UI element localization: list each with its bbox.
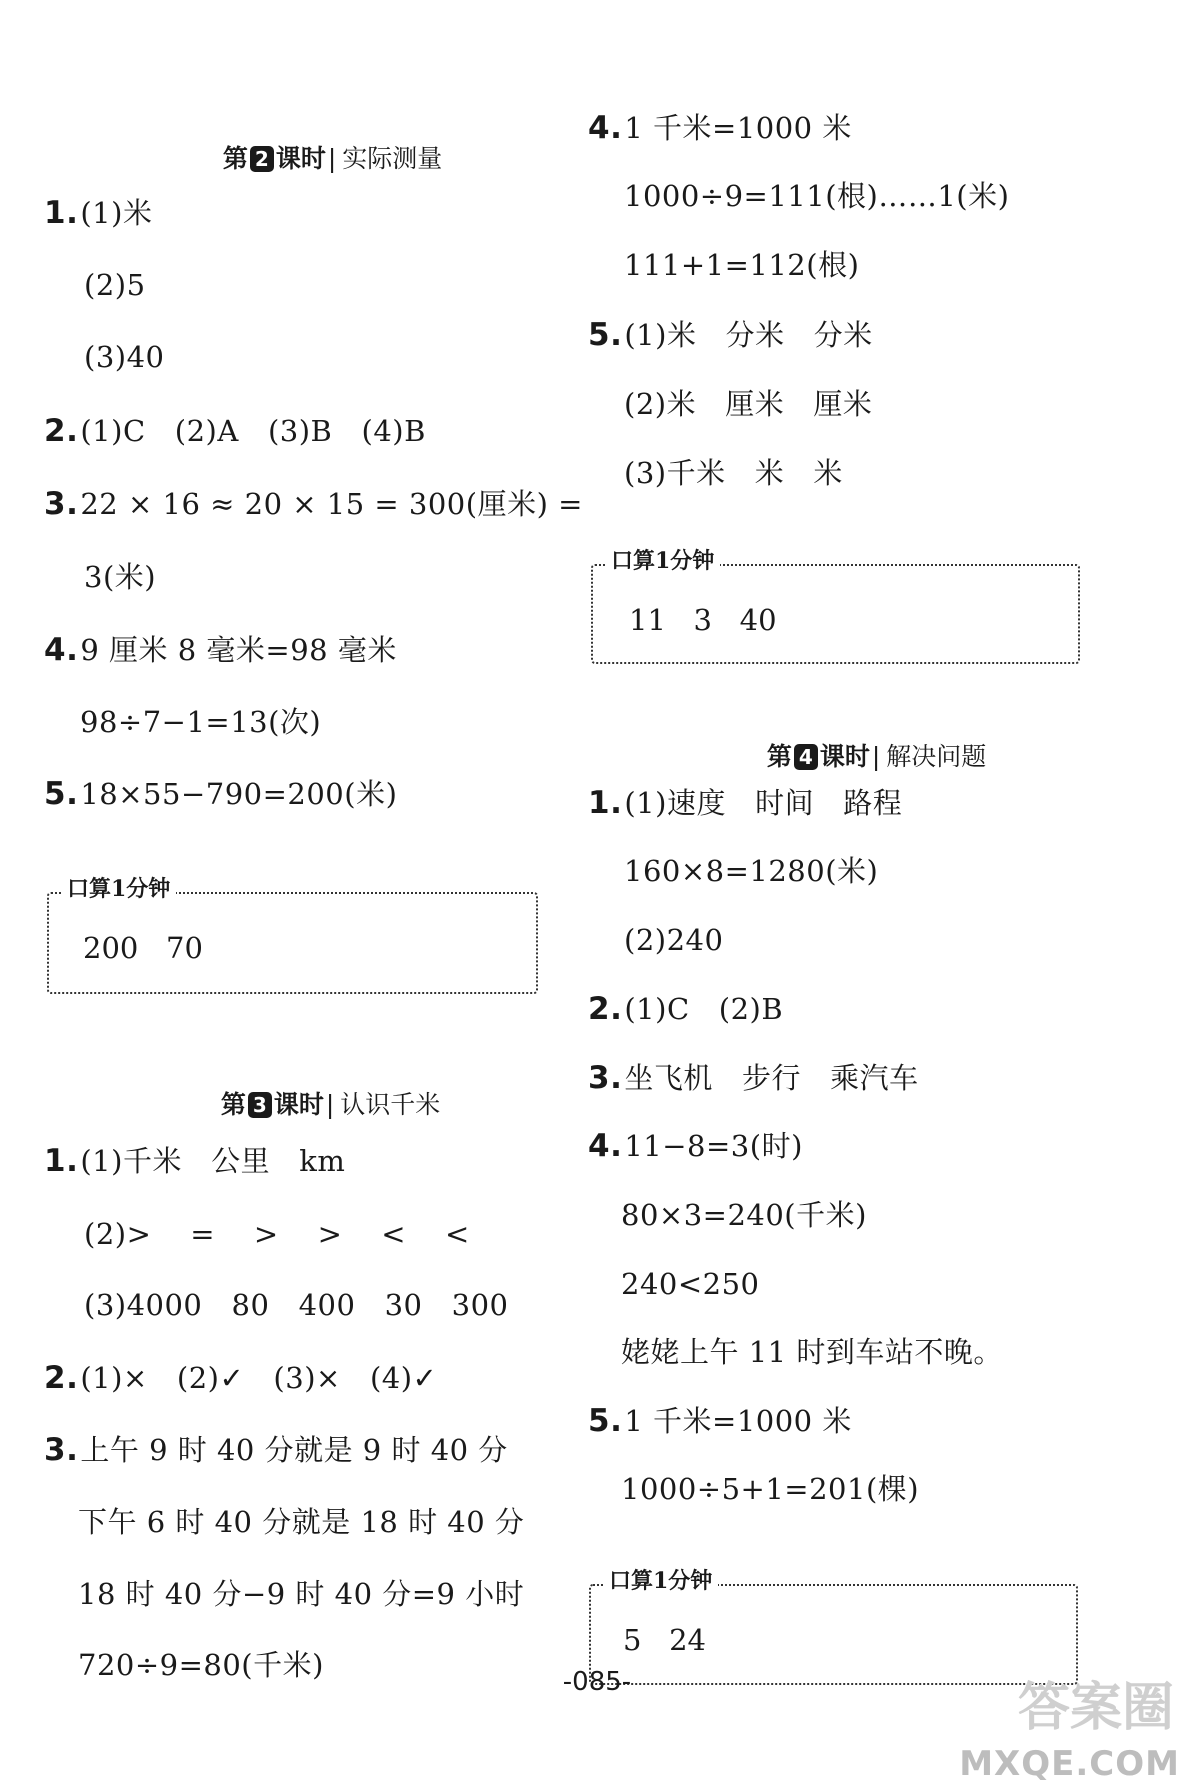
question-number: 2. [44,1360,79,1396]
lesson-topic: 实际测量 [342,144,443,173]
mental-math-answers: 11 3 40 [629,603,777,637]
answer-line: 下午 6 时 40 分就是 18 时 40 分 [78,1505,525,1539]
lesson-suffix: 课时 [819,742,870,771]
answer-line: (2)米 厘米 厘米 [624,387,873,421]
answer-line [44,774,397,814]
answer-line [44,1430,508,1470]
question-number: 2. [588,991,623,1027]
lesson-separator: | [327,144,337,173]
lesson-number-badge: 3 [248,1092,272,1118]
lesson-topic: 解决问题 [886,742,987,771]
lesson-suffix: 课时 [273,1090,324,1119]
mental-math-answers: 5 24 [623,1623,707,1657]
question-number: 1. [588,785,623,821]
lesson-2-heading [188,108,442,210]
answer-line [44,484,583,524]
answer-line: (2)240 [624,923,724,957]
answer-line [44,630,397,670]
answer-line: (3)千米 米 米 [624,456,843,490]
answer-line [588,1058,919,1098]
question-number: 1. [44,195,79,231]
answer-line: 720÷9=80(千米) [78,1648,324,1682]
answer-text: (1)C (2)A (3)B (4)B [80,414,426,448]
answer-line: 160×8=1280(米) [624,854,879,888]
answer-line: 3(米) [84,560,157,594]
question-number: 1. [44,1143,79,1179]
mental-math-answers: 200 70 [83,931,203,965]
question-number: 3. [588,1060,623,1096]
mental-math-title-text: 口算1分钟 [67,876,171,902]
lesson-suffix: 课时 [275,144,326,173]
answer-line: 18 时 40 分−9 时 40 分=9 小时 [78,1577,525,1611]
lesson-prefix: 第 [766,742,792,771]
answer-line [588,315,873,355]
answer-text: 18×55−790=200(米) [80,777,398,811]
answer-line: (3)40 [84,340,165,374]
answer-line: 98÷7−1=13(次) [80,705,322,739]
mental-math-title-text: 口算1分钟 [611,548,715,574]
answer-line: (2)> = > > < < [84,1217,470,1251]
answer-line: 姥姥上午 11 时到车站不晚。 [621,1335,1003,1369]
answer-line: 1000÷9=111(根)……1(米) [624,179,1010,213]
answer-text: (1)千米 公里 km [80,1144,346,1178]
answer-text: 22 × 16 ≈ 20 × 15 = 300(厘米) = [80,487,583,521]
answer-line [44,193,152,233]
answer-text: (1)速度 时间 路程 [624,786,903,820]
answer-text: 1 千米=1000 米 [624,1404,852,1438]
mental-math-title-text: 口算1分钟 [609,1568,713,1594]
lesson-separator: | [871,742,881,771]
answer-line [44,1141,345,1181]
answer-line: (2)5 [84,268,146,302]
lesson-prefix: 第 [220,1090,246,1119]
answer-text: 1 千米=1000 米 [624,111,852,145]
lesson-separator: | [325,1090,335,1119]
answer-text: 11−8=3(时) [624,1129,803,1163]
answer-text: (1)米 [80,196,153,230]
answer-text: 坐飞机 步行 乘汽车 [624,1061,919,1095]
watermark-url: MXQE.COM [959,1744,1180,1784]
answer-line: (3)4000 80 400 30 300 [84,1288,509,1322]
answer-line [588,783,902,823]
question-number: 5. [588,317,623,353]
mental-math-box [591,548,1080,664]
answer-text: (1)× (2)✓ (3)× (4)✓ [80,1361,438,1395]
answer-text: 9 厘米 8 毫米=98 毫米 [80,633,397,667]
question-number: 4. [588,1128,623,1164]
answer-line [588,108,852,148]
answer-text: (1)米 分米 分米 [624,318,873,352]
lesson-number-badge: 2 [250,146,274,172]
answer-text: (1)C (2)B [624,992,784,1026]
mental-math-title [603,1566,718,1596]
lesson-topic: 认识千米 [340,1090,441,1119]
question-number: 5. [44,776,79,812]
question-number: 2. [44,413,79,449]
answer-text: 上午 9 时 40 分就是 9 时 40 分 [80,1433,508,1467]
site-watermark [959,1666,1188,1788]
answer-line [44,1358,437,1398]
lesson-number-badge: 4 [794,744,818,770]
question-number: 4. [588,110,623,146]
question-number: 3. [44,1432,79,1468]
answer-line: 80×3=240(千米) [621,1198,867,1232]
watermark-logo-text: 答案圈 [1017,1678,1174,1738]
question-number: 5. [588,1403,623,1439]
answer-line: 240<250 [621,1267,760,1301]
page-number: -085- [562,1667,632,1697]
answer-line [588,1401,852,1441]
answer-line [588,1126,803,1166]
answer-line [44,411,426,451]
answer-line: 111+1=112(根) [624,248,860,282]
mental-math-title [605,546,720,576]
answer-line: 1000÷5+1=201(棵) [621,1472,920,1506]
question-number: 3. [44,486,79,522]
question-number: 4. [44,632,79,668]
mental-math-title [61,874,176,904]
lesson-prefix: 第 [222,144,248,173]
mental-math-box [47,876,538,994]
answer-line [588,989,783,1029]
